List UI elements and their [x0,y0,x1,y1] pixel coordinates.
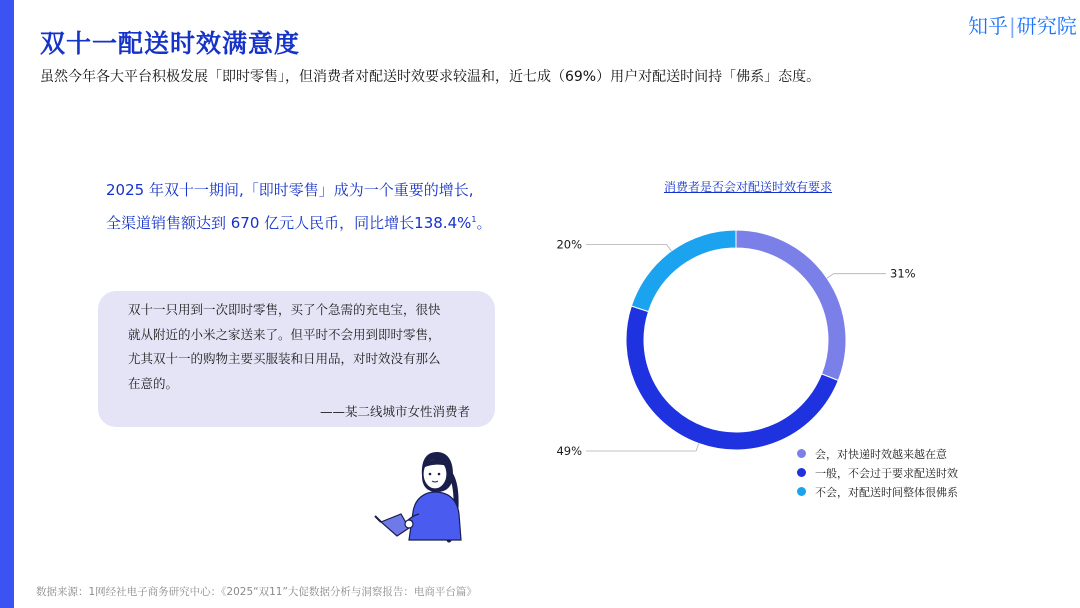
logo-separator: | [1009,14,1016,38]
legend-swatch [797,468,806,477]
slice-data-label: 31% [890,266,916,281]
donut-slice [736,230,846,380]
footnote-marker: 1 [471,215,477,224]
callout-line-2: 全渠道销售额达到 670 亿元人民币，同比增长138.4%$^1$。 [106,214,492,232]
legend-label: 不会，对配送时间整体很佛系 [815,485,958,499]
legend-label: 一般，不会过于要求配送时效 [815,466,958,480]
donut-chart [556,230,920,480]
quote-line: 双十一只用到一次即时零售，买了个急需的充电宝，很快 [128,302,441,317]
zhihu-research-logo [968,10,1077,39]
legend-swatch [797,449,806,458]
page-subtitle: 虽然今年各大平台积极发展「即时零售」，但消费者对配送时效要求较温和，近七成（69%）用户对配送时间持「佛系」态度。 [40,69,821,85]
chart-title: 消费者是否会对配送时效有要求 [663,180,832,194]
callout-line-2-text: 全渠道销售额达到 670 亿元人民币，同比增长138.4% [106,214,472,232]
leader-line [586,245,671,251]
page-title: 双十一配送时效满意度 [40,29,301,58]
left-accent-bar [0,0,14,608]
legend-label: 会，对快递时效越来越在意 [815,447,947,461]
leader-line [827,274,886,278]
quote-attribution: ——某二线城市女性消费者 [319,404,470,419]
legend-item [797,482,958,501]
quote-line: 在意的。 [128,375,179,391]
callout-line-1: 2025 年双十一期间,「即时零售」成为一个重要的增长, [106,181,474,199]
highlight-callout [106,176,526,238]
logo-zhihu-text: 知乎 [968,14,1008,38]
logo-research-text: 研究院 [1016,14,1077,38]
woman-watering-illustration [375,432,490,562]
quote-line: 就从附近的小米之家送来了。但平时不会用到即时零售， [128,326,441,342]
consumer-quote [128,298,478,396]
donut-labels [556,238,915,458]
legend-swatch [797,487,806,496]
slice-data-label: 20% [556,237,582,252]
data-source-footnote: 数据来源：1网经社电子商务研究中心：《2025“双11”大促数据分析与洞察报告：电商平台篇》 [36,586,477,598]
legend-item [797,444,958,463]
slice-data-label: 49% [556,444,582,459]
donut-slice [631,230,736,312]
donut-slices [626,230,846,450]
chart-legend [797,444,958,501]
leader-line [586,443,699,451]
quote-line: 尤其双十一的购物主要买服装和日用品，对时效没有那么 [128,351,441,366]
donut-slice [626,306,838,450]
legend-item [797,463,958,482]
